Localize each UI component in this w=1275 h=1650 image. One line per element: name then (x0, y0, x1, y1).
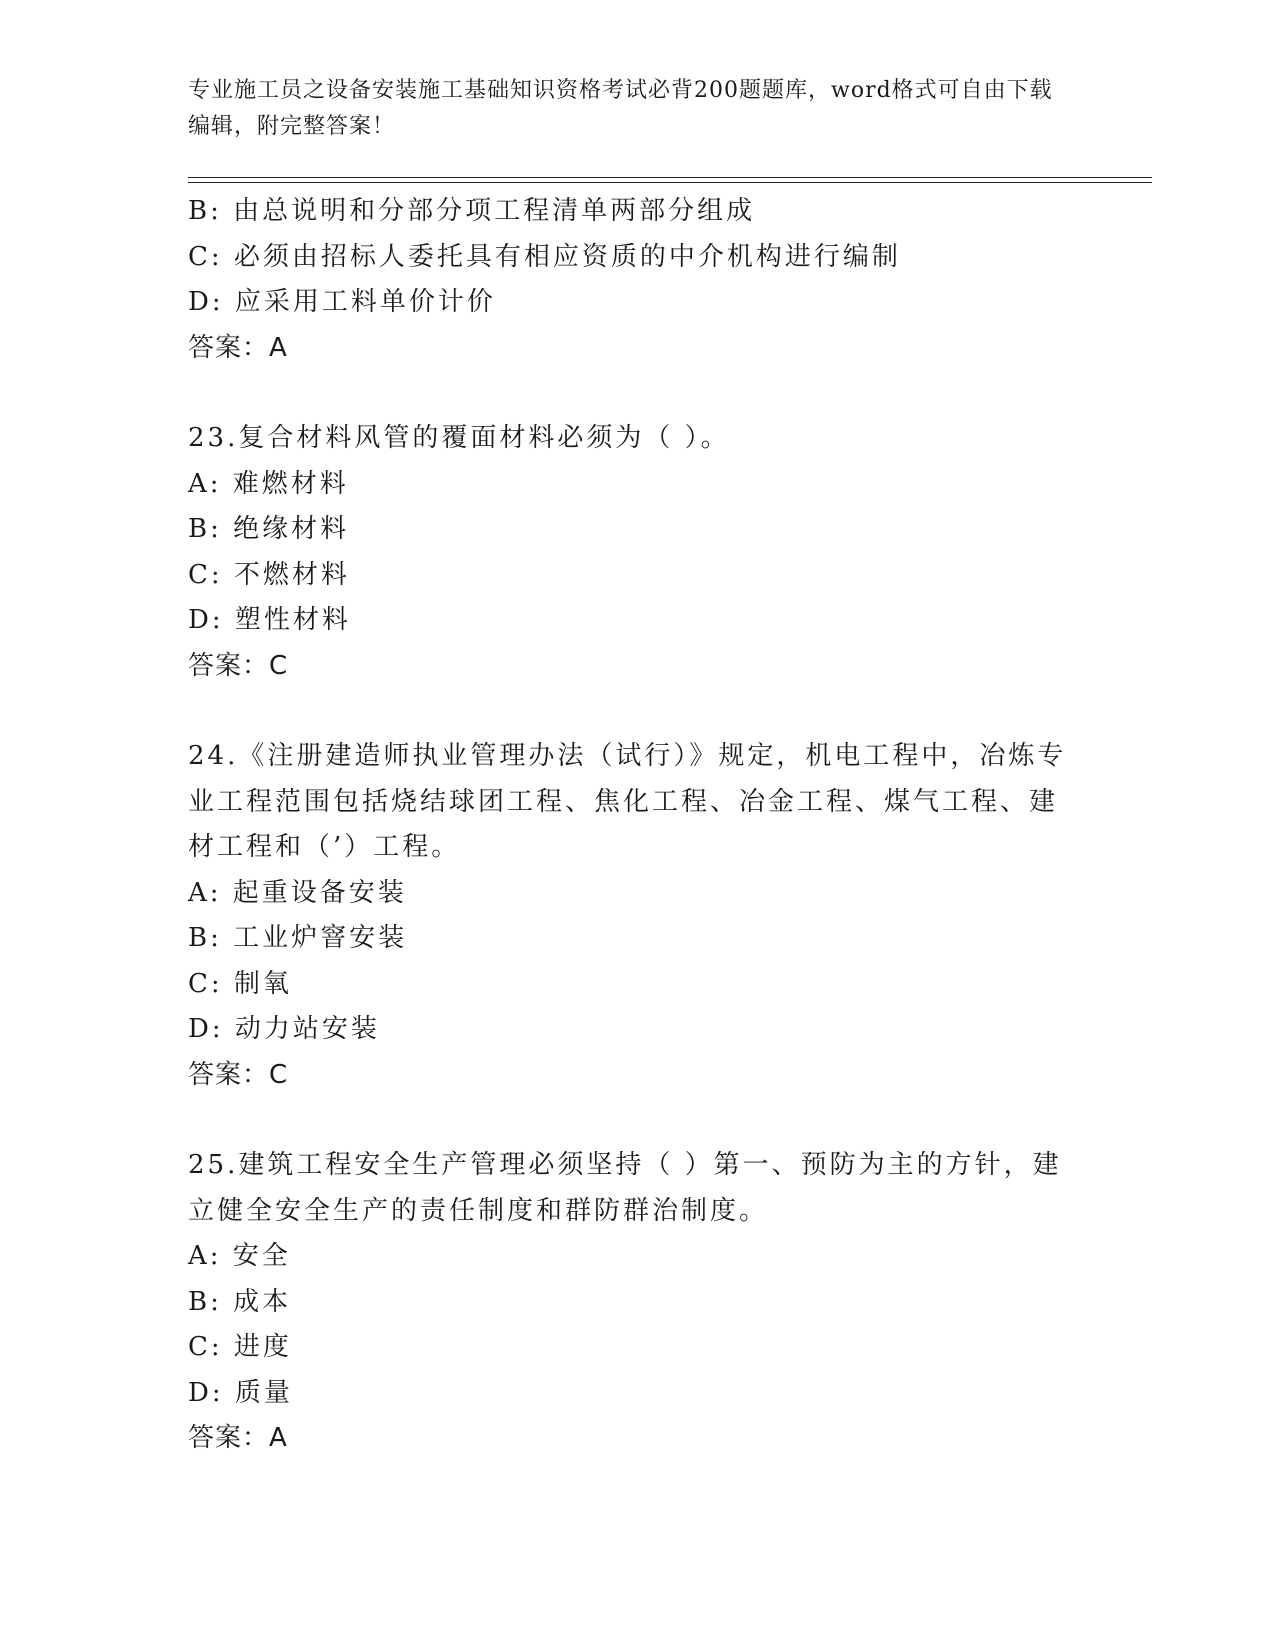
option-b: B: 成本 (188, 1286, 292, 1317)
option-d: D: 应采用工料单价计价 (188, 287, 496, 317)
answer: 答案：A (188, 332, 288, 363)
answer: 答案：A (188, 1423, 288, 1453)
answer: 答案：C (188, 650, 289, 681)
option-c: C: 制氧 (188, 968, 292, 999)
header-rule-top (188, 177, 1152, 178)
question-stem: 23.复合材料风管的覆面材料必须为（ ）。 (188, 423, 730, 453)
question-24 (188, 734, 1088, 1098)
option-d: D: 动力站安装 (188, 1014, 380, 1044)
question-23 (188, 416, 1088, 689)
option-a: A: 难燃材料 (188, 468, 349, 499)
spacer (188, 689, 1088, 734)
option-b: B: 工业炉窨安装 (188, 923, 408, 953)
option-b: B: 由总说明和分部分项工程清单两部分组成 (188, 196, 756, 226)
question-list (188, 189, 1088, 1462)
spacer (188, 371, 1088, 416)
option-c: C: 必须由招标人委托具有相应资质的中介机构进行编制 (188, 241, 901, 272)
question-22-continued (188, 189, 1088, 371)
option-a: A: 起重设备安装 (188, 877, 407, 908)
option-d: D: 塑性材料 (188, 605, 351, 635)
option-a: A: 安全 (188, 1241, 291, 1271)
option-d: D: 质量 (188, 1377, 293, 1408)
header-rule-bottom (188, 182, 1152, 183)
question-25 (188, 1143, 1088, 1462)
document-header: 专业施工员之设备安装施工基础知识资格考试必背200题题库，word格式可自由下载编辑，附完整答案！ (188, 78, 1053, 139)
answer: 答案：C (188, 1059, 289, 1090)
option-c: C: 不燃材料 (188, 559, 350, 590)
question-stem: 25.建筑工程安全生产管理必须坚持（ ）第一、预防为主的方针，建立健全安全生产的责任制度和群防群治制度。 (188, 1150, 1062, 1226)
spacer (188, 1098, 1088, 1143)
option-c: C: 进度 (188, 1332, 292, 1362)
option-b: B: 绝缘材料 (188, 514, 350, 544)
question-stem: 24.《注册建造师执业管理办法（试行）》规定，机电工程中，冶炼专业工程范围包括烧结球团工程、焦化工程、冶金工程、煤气工程、建材工程和（’）工程。 (188, 741, 1067, 862)
